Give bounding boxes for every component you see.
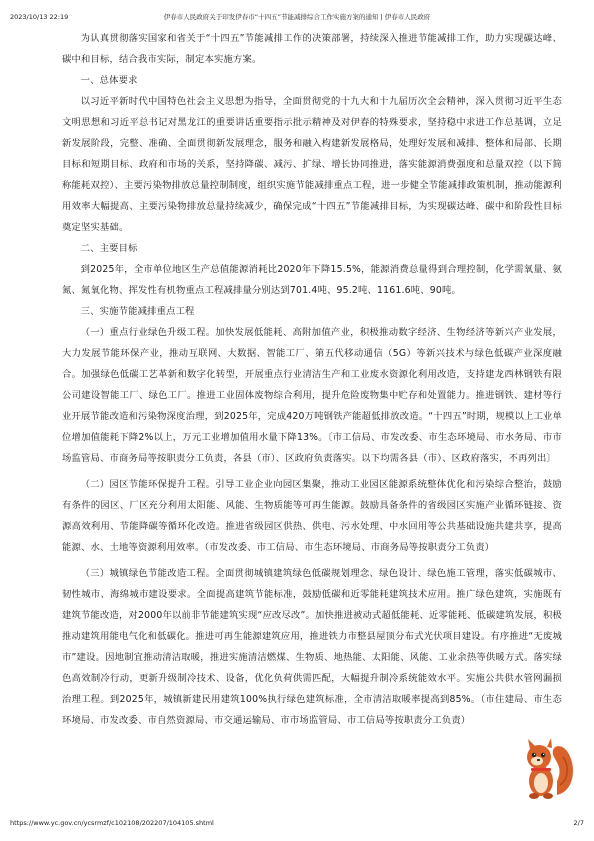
section-3-title: 三、实施节能减排重点工程 xyxy=(80,306,195,317)
section-3-para-2: （二）园区节能环保提升工程。引导工业企业向园区集聚，推动工业园区能源系统整体优化和污染综合整治，鼓励有条件的园区、厂区充分利用太阳能、风能、生物质能等可再生能源。鼓励具备条件的省级园区实施产业循环链接、资源高效利用、节能降碳等循环化改造。推进省级园区供热、供电、污水处理、中水回用等公共基础设施共建共享，提高能源、水、土地等资源利用效率。（市发改委、市工信局、市生态环境局、市商务局等按职责分工负责） xyxy=(62,479,562,553)
section-3-para-3: （三）城镇绿色节能改造工程。全面贯彻城镇建筑绿色低碳规划理念、绿色设计、绿色施工管理，落实低碳城市、韧性城市、海绵城市建设要求。全面提高建筑节能标准，鼓励低碳和近零能耗建筑技术应用。推广绿色建筑，实施既有建筑节能改造，对2000年以前非节能建筑实现“应改尽改”。加快推进被动式超低能耗、近零能耗、低碳建筑发展，积极推动建筑用能电气化和低碳化。推进可再生能源建筑应用，推进铁力市整县屋顶分布式光伏项目建设。有序推进“无废城市”建设。因地制宜推动清洁取暖，推进实施清洁燃煤、生物质、地热能、太阳能、风能、工业余热等供暖方式。落实绿色高效制冷行动，更新升级制冷技术、设备，优化负荷供需匹配，大幅提升制冷系统能效水平。实施公共供水管网漏损治理工程。到2025年，城镇新建民用建筑100%执行绿色建筑标准，全市清洁取暖率提高到85%。（市住建局、市生态环境局、市发改委、市自然资源局、市交通运输局、市市场监管局、市工信局等按职责分工负责） xyxy=(62,568,562,726)
article-body xyxy=(62,28,562,731)
print-header xyxy=(10,10,584,24)
section-2-title: 二、主要目标 xyxy=(80,243,138,254)
section-1-title: 一、总体要求 xyxy=(80,75,138,86)
print-footer xyxy=(10,817,584,829)
page-number: 2/7 xyxy=(573,819,584,827)
print-timestamp: 2023/10/13 22:19 xyxy=(10,13,69,21)
print-page-title: 伊春市人民政府关于印发伊春市“十四五”节能减排综合工作实施方案的通知 | 伊春市人民政府 xyxy=(163,13,431,21)
page-url: https://www.yc.gov.cn/ycsrmzf/c102108/202207/104105.shtml xyxy=(10,819,214,827)
section-2-body: 到2025年，全市单位地区生产总值能源消耗比2020年下降15.5%，能源消费总量得到合理控制，化学需氧量、氨氮、氮氧化物、挥发性有机物重点工程减排量分别达到701.4吨、95.2吨、1161.6吨、90吨。 xyxy=(62,264,562,296)
squirrel-mascot-icon xyxy=(517,735,577,803)
article-intro: 为认真贯彻落实国家和省关于“十四五”节能减排工作的决策部署，持续深入推进节能减排工作，助力实现碳达峰、碳中和目标，结合我市实际，制定本实施方案。 xyxy=(62,33,562,65)
section-1-body: 以习近平新时代中国特色社会主义思想为指导，全面贯彻党的十九大和十九届历次全会精神，深入贯彻习近平生态文明思想和习近平总书记对黑龙江的重要讲话重要指示批示精神及对伊春的特殊要求，坚持稳中求进工作总基调，立足新发展阶段，完整、准确、全面贯彻新发展理念，服务和融入构建新发展格局，处理好发展和减排、整体和局部、长期目标和短期目标、政府和市场的关系，坚持降碳、减污、扩绿、增长协同推进，落实能源消费强度和总量双控（以下简称能耗双控）、主要污染物排放总量控制制度，组织实施节能减排重点工程，进一步健全节能减排政策机制，推动能源利用效率大幅提高、主要污染物排放总量持续减少，确保完成“十四五”节能减排目标，为实现碳达峰、碳中和阶段性目标奠定坚实基础。 xyxy=(62,96,562,233)
section-3-para-1: （一）重点行业绿色升级工程。加快发展低能耗、高附加值产业，积极推动数字经济、生物经济等新兴产业发展，大力发展节能环保产业，推动互联网、大数据、智能工厂、第五代移动通信（5G）等新兴技术与绿色低碳产业深度融合。加强绿色低碳工艺革新和数字化转型，开展重点行业清洁生产和工业废水资源化利用改造，支持建龙西林钢铁有限公司建设智能工厂、绿色工厂。推进工业固体废物综合利用，提升危险废物集中贮存和处置能力。推进钢铁、建材等行业开展节能改造和污染物深度治理，到2025年，完成420万吨钢铁产能超低排放改造。“十四五”时期，规模以上工业单位增加值能耗下降2%以上，万元工业增加值用水量下降13%。〔市工信局、市发改委、市生态环境局、市水务局、市市场监管局、市商务局等按职责分工负责，各县（市）、区政府负责落实。以下均需各县（市）、区政府落实，不再列出〕 xyxy=(62,327,562,464)
